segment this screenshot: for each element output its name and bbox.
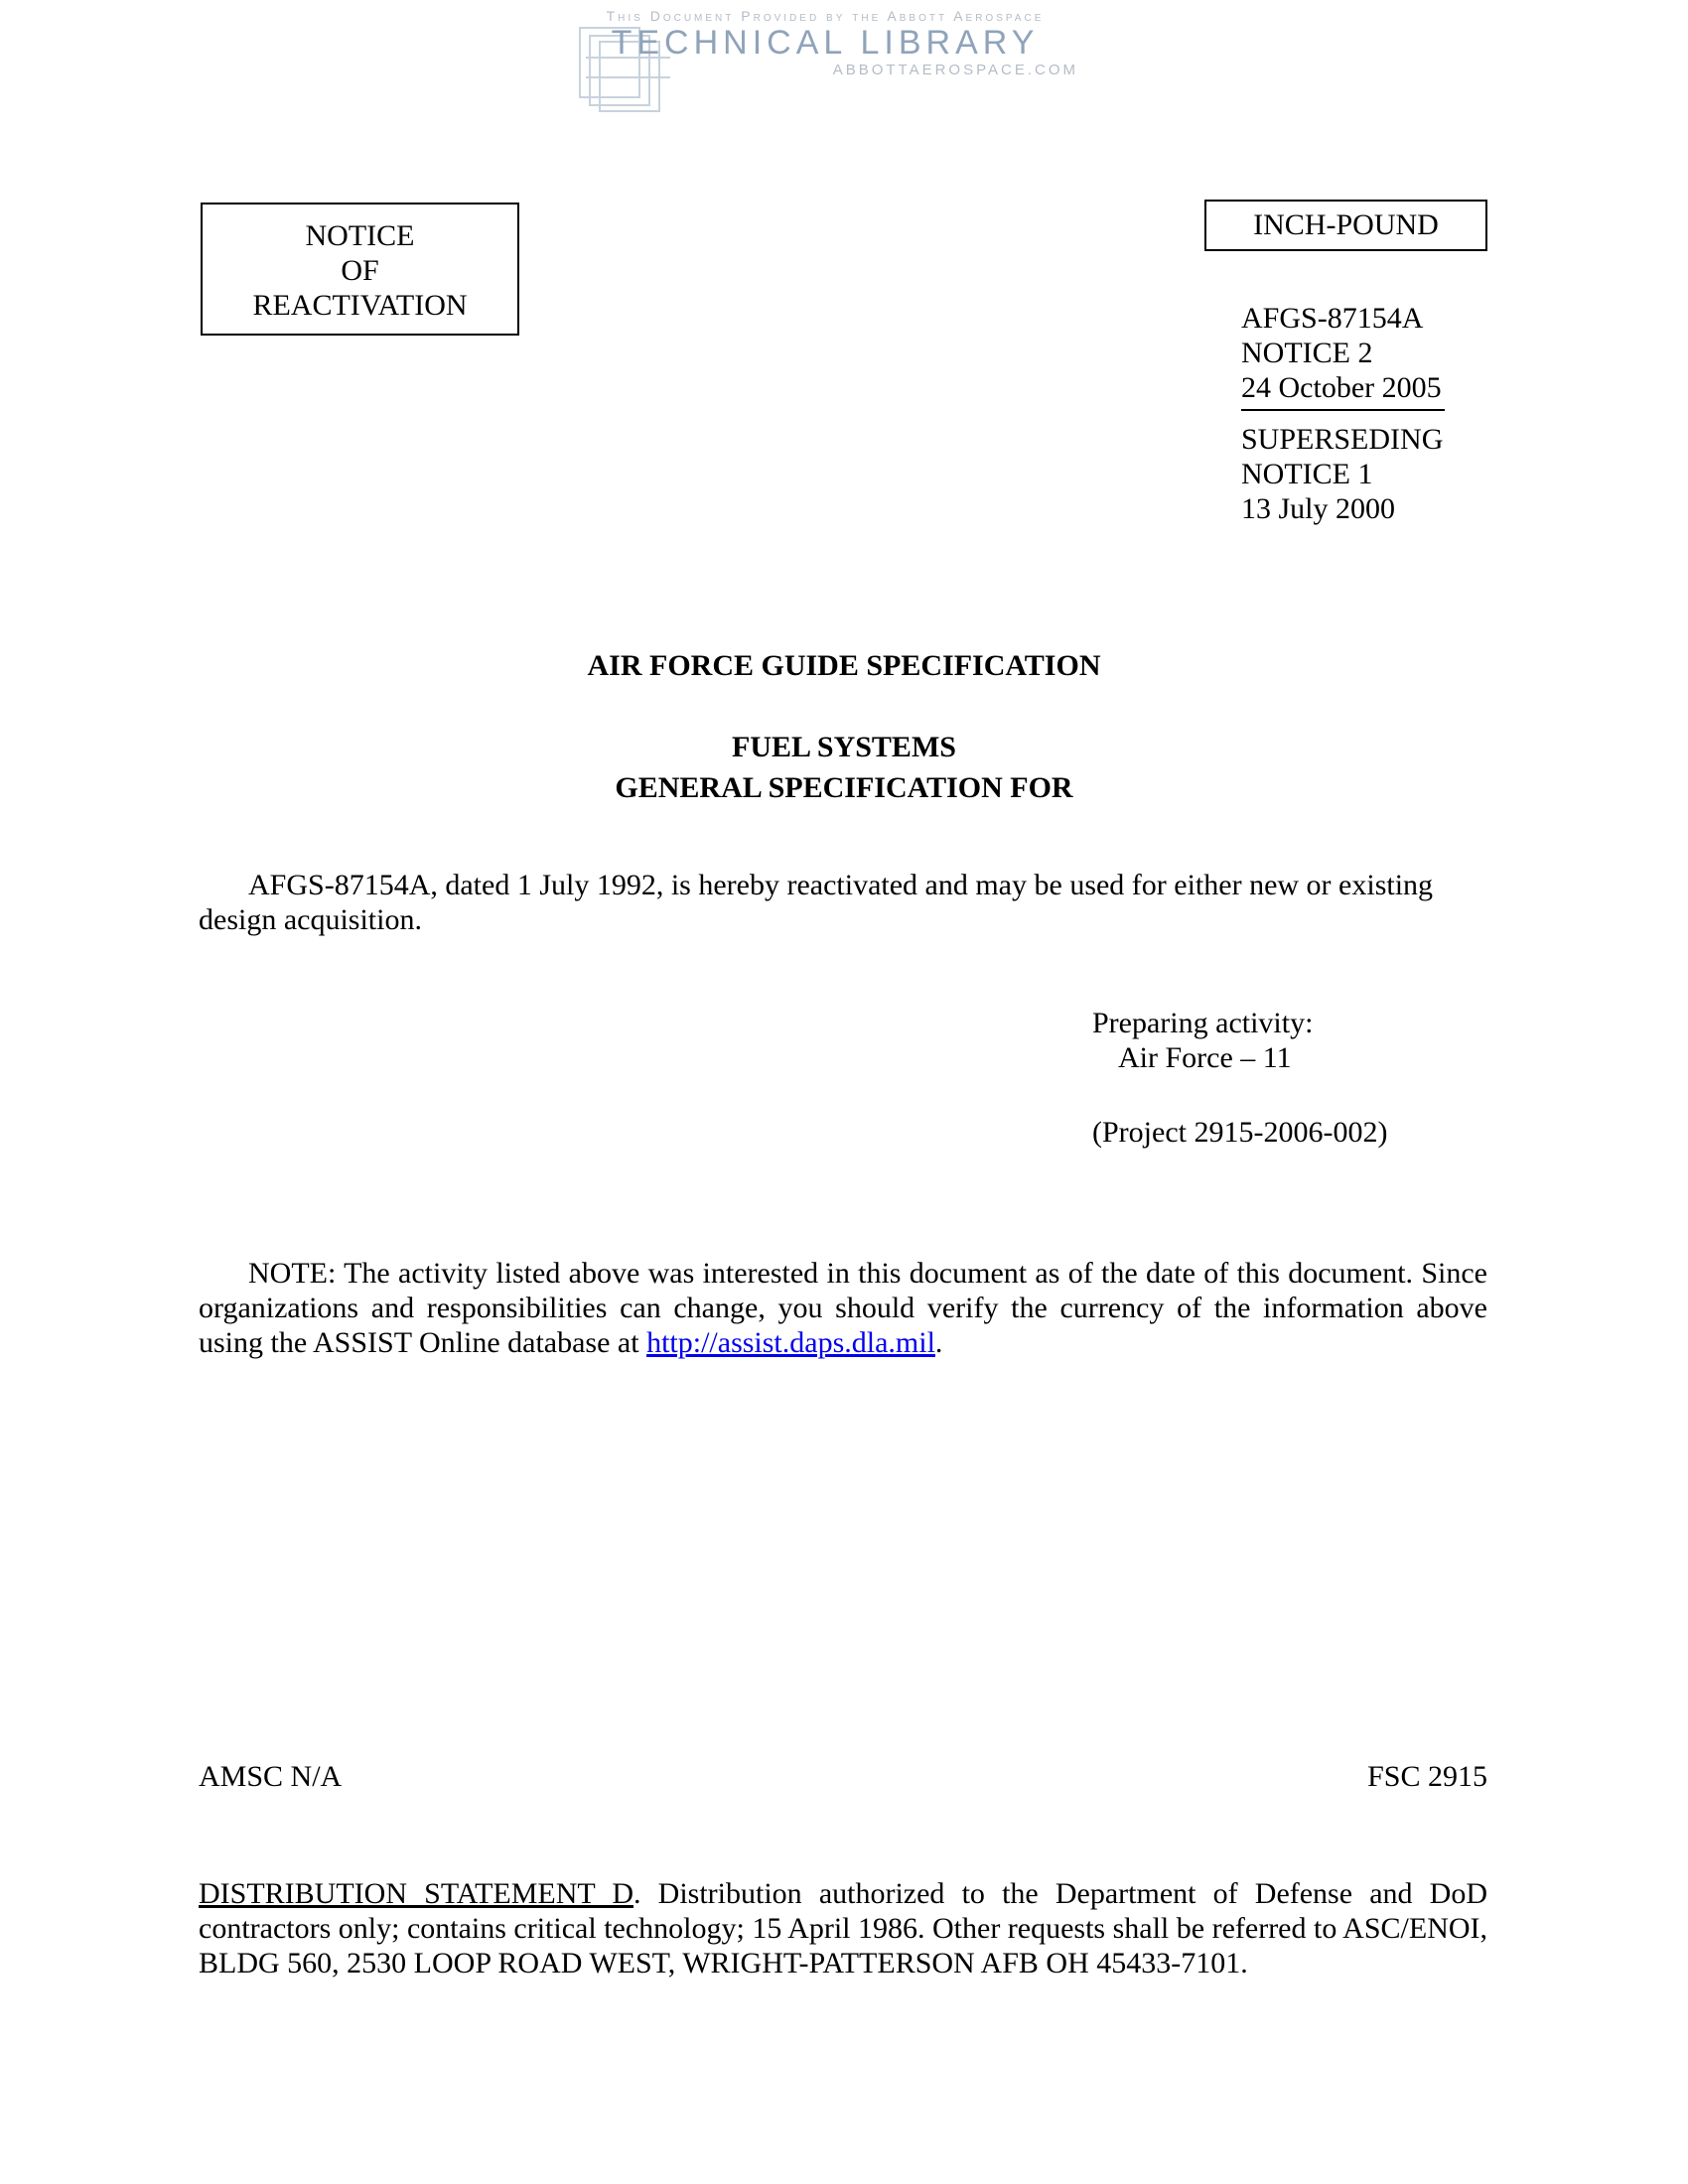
superseded-date: 13 July 2000 [1241,492,1396,525]
reactivation-paragraph [199,868,1487,937]
subtitle-line-1: FUEL SYSTEMS [732,731,956,763]
document-identifier [1241,301,1442,405]
distribution-statement-label: DISTRIBUTION STATEMENT D [199,1877,634,1910]
project-number: (Project 2915-2006-002) [1092,1116,1388,1149]
notice-line-3: REACTIVATION [252,289,468,322]
subtitle-line-2: GENERAL SPECIFICATION FOR [615,771,1073,804]
inch-pound-box: INCH-POUND [1204,200,1487,251]
notice-of-reactivation-box [201,203,519,336]
note-end: . [934,1326,943,1359]
notice-line-1: NOTICE [305,219,415,252]
note-paragraph [199,1256,1487,1360]
notice-number: NOTICE 2 [1241,337,1373,369]
watermark-title: TECHNICAL LIBRARY [611,24,1040,62]
preparing-activity-name: Air Force – 11 [1118,1041,1292,1074]
note-text: NOTE: The activity listed above was interested in this document as of the date of this document. Since organizations and responsibilities can change, you should verify the currency of the information above using the ASSIST Online database at [199,1257,1487,1359]
reactivation-text: AFGS-87154A, dated 1 July 1992, is hereby reactivated and may be used for either new or existing design acquisition. [199,869,1434,936]
superseding-block [1241,422,1443,526]
assist-database-link[interactable]: http://assist.daps.dla.mil [646,1326,935,1359]
distribution-statement [199,1876,1487,1980]
identifier-divider [1241,409,1445,411]
superseded-notice: NOTICE 1 [1241,458,1373,490]
document-number: AFGS-87154A [1241,302,1424,335]
technical-library-watermark [566,4,1082,113]
fsc-label: FSC 2915 [1367,1760,1487,1793]
document-title: AIR FORCE GUIDE SPECIFICATION [587,649,1101,682]
amsc-label: AMSC N/A [199,1760,343,1793]
notice-date: 24 October 2005 [1241,371,1442,404]
distribution-statement-text: . Distribution authorized to the Department of Defense and DoD contractors only; contains critical technology; 15 April 1986. Other requests shall be referred to ASC/ENOI, BLDG 560, 2530 LOOP ROAD WEST, WRIGHT-PATTERSON AFB OH 45433-7101. [199,1877,1488,1979]
watermark-provided-by: This Document Provided by the Abbott Aerospace [606,8,1045,24]
watermark-website: ABBOTTAEROSPACE.COM [832,62,1078,78]
preparing-activity-label: Preparing activity: [1092,1007,1314,1039]
notice-line-2: OF [341,254,379,287]
superseding-label: SUPERSEDING [1241,423,1444,456]
